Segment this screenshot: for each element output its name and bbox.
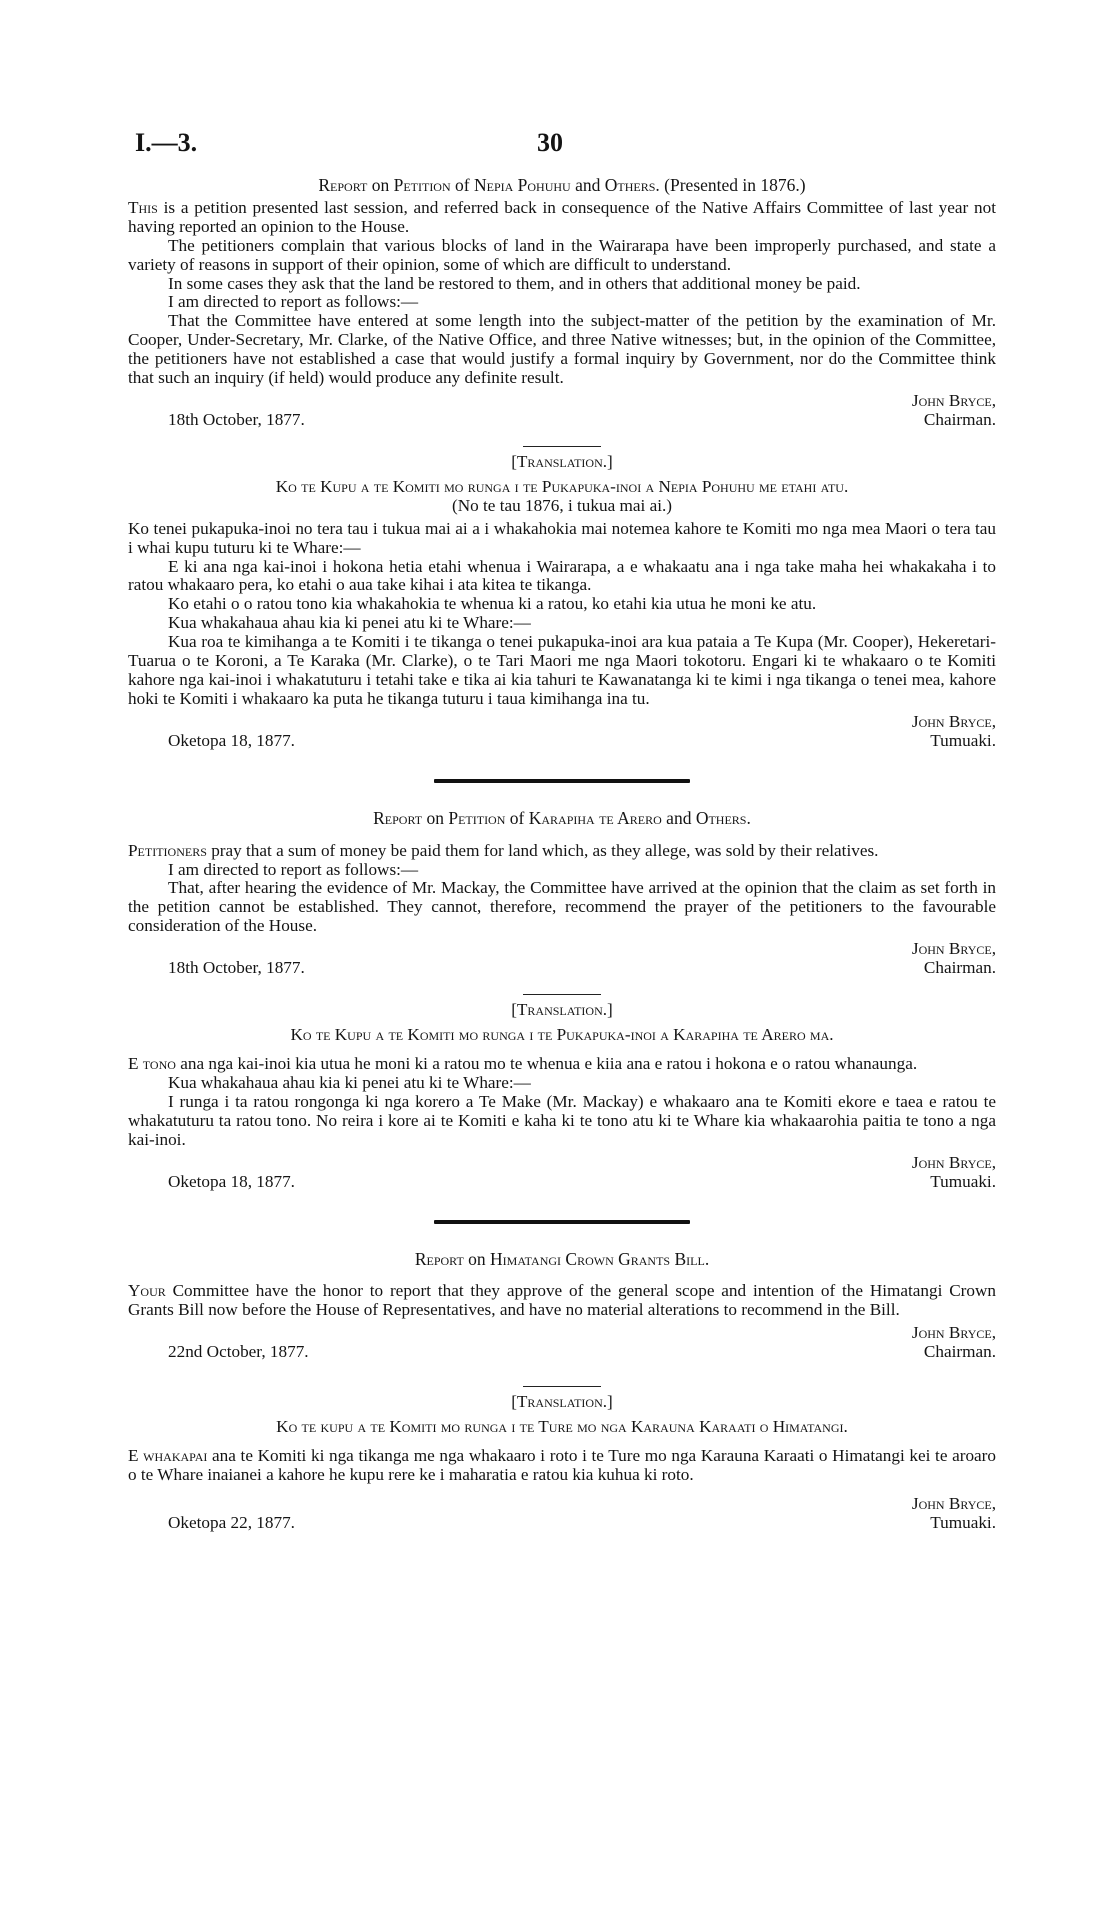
signature-date: Oketopa 22, 1877. xyxy=(168,1512,295,1532)
signature-date: Oketopa 18, 1877. xyxy=(168,730,295,750)
translation-label: [Translation.] xyxy=(511,451,613,471)
short-divider xyxy=(523,446,601,447)
section-title: Report on Petition of Karapiha te Arero and Others. xyxy=(373,807,751,828)
section-report-karapiha-te-arero xyxy=(128,809,996,1192)
translation-title: Ko te Kupu a te Komiti mo runga i te Pukapuka-inoi a Karapiha te Arero ma. xyxy=(290,1025,834,1045)
translation-title: Ko te kupu a te Komiti mo runga i te Ture mo nga Karauna Karaati o Himatangi. xyxy=(276,1417,848,1437)
page-content xyxy=(128,176,996,1533)
signatory-name: John Bryce, xyxy=(911,711,996,731)
paragraph: That, after hearing the evidence of Mr. Mackay, the Committee have arrived at the opinion that the claim as set forth in the petition cannot be established. They cannot, therefore, recommend the prayer of the petitioners to the favourable consideration of the House. xyxy=(128,878,996,936)
paragraph: E whakapai ana te Komiti ki nga tikanga me nga whakaaro i roto i te Ture mo nga Karauna Karaati o Himatangi kei te aroaro o te Whare inaianei a kahore he kupu rere ke i maharatia e ratou kia kuhua ki roto. xyxy=(128,1446,996,1484)
paragraph: E ki ana nga kai-inoi i hokona hetia etahi whenua i Wairarapa, a e whakaatu ana i nga take maha hei whakakaha i to ratou whakaaro pera, ko etahi o aua take kihai i ata kitea te tikanga. xyxy=(128,556,996,595)
signatory-name: John Bryce, xyxy=(911,939,996,959)
signatory-name: John Bryce, xyxy=(911,1493,996,1513)
translation-subtitle: (No te tau 1876, i tukua mai ai.) xyxy=(451,495,673,515)
short-divider xyxy=(523,1386,601,1387)
paragraph: Kua roa te kimihanga a te Komiti i te tikanga o tenei pukapuka-inoi ara kua pataia a Te Kupa (Mr. Cooper), Hekeretari-Tuarua o te Koroni, a Te Karaka (Mr. Clarke), o te Tari Maori me nga Maori tokotoru. Engari ki te whakaaro o te Komiti kahore nga kai-inoi i whakatuturu i tetahi take e tika ai kia tahuri te Kawanatanga ki te kimi i nga tikanga o tenei mea, kahore hoki te Komiti i whakaaro ka puta he tikanga tuturu i taua kimihanga ina tu. xyxy=(128,632,996,708)
signatory-name: John Bryce, xyxy=(911,390,996,410)
signature-block xyxy=(128,940,996,978)
paragraph: Kua whakahaua ahau kia ki penei atu ki te Whare:— xyxy=(168,613,531,633)
paragraph: Ko etahi o o ratou tono kia whakahokia te whenua ki a ratou, ko etahi kia utua he moni ke atu. xyxy=(168,594,817,614)
translation-label: [Translation.] xyxy=(511,1000,613,1020)
signature-date: 22nd October, 1877. xyxy=(168,1342,309,1362)
signature-block xyxy=(128,392,996,430)
signatory-name: John Bryce, xyxy=(911,1152,996,1172)
short-divider xyxy=(523,994,601,995)
section-report-himatangi-bill xyxy=(128,1250,996,1533)
paragraph: E tono ana nga kai-inoi kia utua he moni ki a ratou mo te whenua e kiia ana e ratou i hokona e o ratou whanaunga. xyxy=(128,1054,918,1073)
paragraph: Petitioners pray that a sum of money be paid them for land which, as they allege, was sold by their relatives. xyxy=(128,840,879,860)
signature-block xyxy=(128,713,996,751)
paragraph: The petitioners complain that various blocks of land in the Wairarapa have been improperly purchased, and state a variety of reasons in support of their opinion, some of which are difficult to understand. xyxy=(128,235,996,274)
translation-label: [Translation.] xyxy=(511,1392,613,1412)
signatory-title: Tumuaki. xyxy=(930,1512,996,1532)
paragraph: Kua whakahaua ahau kia ki penei atu ki te Whare:— xyxy=(168,1072,531,1092)
section-report-nepia-pohuhu xyxy=(128,176,996,751)
paragraph: Ko tenei pukapuka-inoi no tera tau i tukua mai ai a i whakahokia mai notemea kahore te Komiti mo nga mea Maori o tera tau i whai kupu tuturu ki te Whare:— xyxy=(128,518,996,557)
section-title: Report on Himatangi Crown Grants Bill. xyxy=(414,1248,710,1269)
paragraph: I runga i ta ratou rongonga ki nga korero a Te Make (Mr. Mackay) e whakaaro ana te Komiti ekore e taea e ratou te whakatuturu ta ratou tono. No reira i kore ai te Komiti e kaha ki te tono atu ki te Whare kia whakaarohia paitia te tono a nga kai-inoi. xyxy=(128,1091,996,1149)
paragraph: I am directed to report as follows:— xyxy=(168,292,419,312)
page-number: 30 xyxy=(537,128,563,157)
signatory-title: Chairman. xyxy=(923,410,996,430)
paragraph: In some cases they ask that the land be restored to them, and in others that additional money be paid. xyxy=(168,273,861,293)
translation-title: Ko te Kupu a te Komiti mo runga i te Pukapuka-inoi a Nepia Pohuhu me etahi atu. xyxy=(275,476,849,496)
signature-date: 18th October, 1877. xyxy=(168,958,305,978)
paragraph: I am directed to report as follows:— xyxy=(168,859,419,879)
signature-block xyxy=(128,1495,996,1533)
section-divider xyxy=(434,1220,690,1224)
signatory-title: Chairman. xyxy=(923,1342,996,1362)
paper-code: I.—3. xyxy=(135,128,198,157)
paragraph: This is a petition presented last session, and referred back in consequence of the Native Affairs Committee of last year not having reported an opinion to the House. xyxy=(128,197,996,236)
signatory-title: Chairman. xyxy=(923,958,996,978)
signature-date: 18th October, 1877. xyxy=(168,410,305,430)
section-title: Report on Petition of Nepia Pohuhu and Others. (Presented in 1876.) xyxy=(318,175,806,195)
section-divider xyxy=(434,779,690,783)
signatory-name: John Bryce, xyxy=(911,1323,996,1343)
signatory-title: Tumuaki. xyxy=(930,1171,996,1191)
paragraph: Your Committee have the honor to report that they approve of the general scope and intention of the Himatangi Crown Grants Bill now before the House of Representatives, and have no material alterations to recommend in the Bill. xyxy=(128,1281,996,1320)
paragraph: That the Committee have entered at some length into the subject-matter of the petition by the examination of Mr. Cooper, Under-Secretary, Mr. Clarke, of the Native Office, and three Native witnesses; but, in the opinion of the Committee, the petitioners have not established a case that would justify a formal inquiry by Government, nor do the Committee think that such an inquiry (if held) would produce any definite result. xyxy=(128,311,996,388)
signature-block xyxy=(128,1324,996,1362)
signature-block xyxy=(128,1154,996,1192)
signature-date: Oketopa 18, 1877. xyxy=(168,1171,295,1191)
signatory-title: Tumuaki. xyxy=(930,730,996,750)
